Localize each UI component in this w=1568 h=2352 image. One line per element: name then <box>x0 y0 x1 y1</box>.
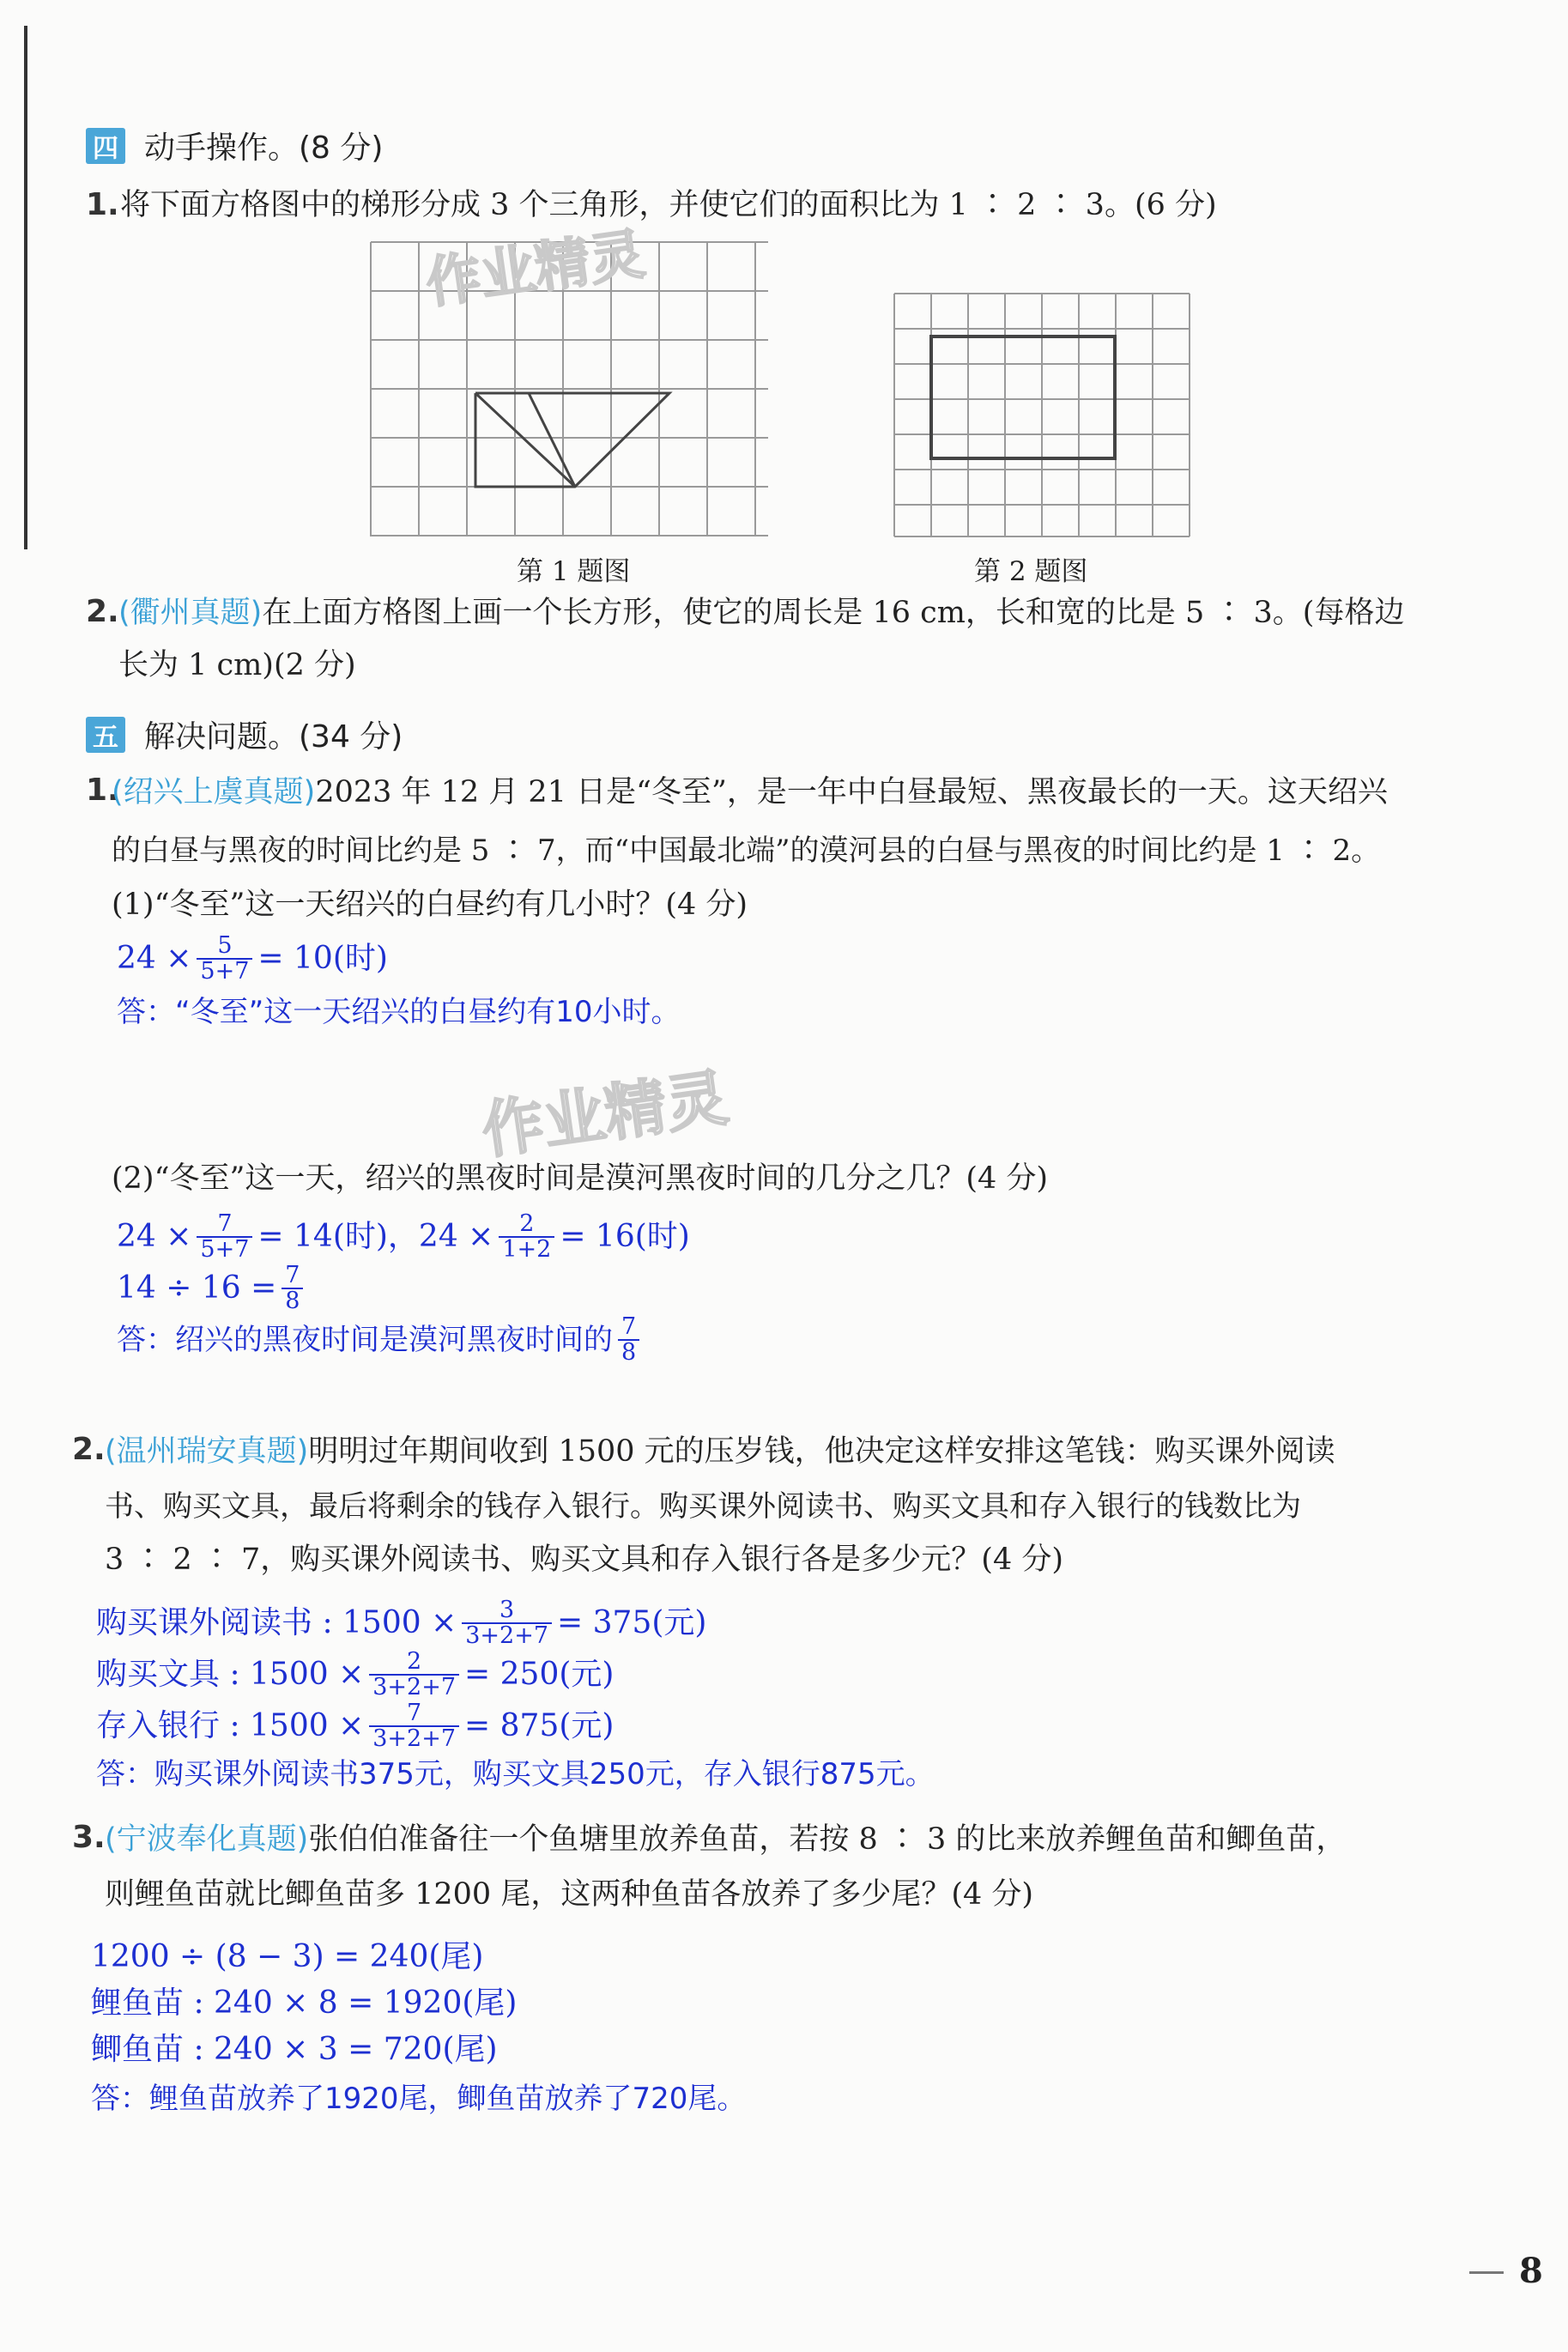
s4-q2-source: (衢州真题) <box>118 596 263 630</box>
s5-q1-sub2-calc2-pre: 14 ÷ 16 = <box>117 1270 277 1306</box>
s5-q2-text-1: 明明过年期间收到 1500 元的压岁钱，他决定这样安排这笔钱：购买课外阅读 <box>308 1434 1335 1469</box>
s5-q1-sub2-fraction-2 <box>499 1212 554 1263</box>
s5-q1-sub2-answer <box>117 1315 645 1366</box>
s5-q2-source: (温州瑞安真题) <box>105 1434 309 1469</box>
watermark-1: 作业精灵 <box>421 222 649 317</box>
s4-q2-text-2: 长为 1 cm)(2 分) <box>118 648 356 682</box>
s4-q2-number: 2. <box>86 594 119 629</box>
s5-q1-sub2-calc-1 <box>117 1212 690 1263</box>
s5-q2-calc2-pre: 购买文具 : 1500 × <box>96 1657 365 1693</box>
section-4-header <box>86 124 383 167</box>
s5-q2-calc-2 <box>96 1650 614 1700</box>
fraction-denominator: 5+7 <box>197 1236 252 1262</box>
section-5-badge: 五 <box>86 717 125 753</box>
s5-q2-line-1 <box>105 1434 1335 1469</box>
s5-q2-fraction-1 <box>462 1598 552 1649</box>
fraction-denominator: 8 <box>282 1288 303 1313</box>
s5-q1-sub2-calc1-post: = 16(时) <box>560 1219 690 1255</box>
s5-q1-text-2: 的白昼与黑夜的时间比约是 5 ∶ 7，而“中国最北端”的漠河县的白昼与黑夜的时间比约是 1 ∶ 2。 <box>112 834 1381 868</box>
s5-q3-calc-1: 1200 ÷ (8 − 3) = 240(尾) <box>91 1939 484 1974</box>
s5-q3-text-2: 则鲤鱼苗就比鲫鱼苗多 1200 尾，这两种鱼苗各放养了多少尾？(4 分) <box>105 1877 1034 1912</box>
page-number-dash <box>1469 2271 1504 2274</box>
watermark-2: 作业精灵 <box>477 1061 733 1167</box>
s5-q2-text-3: 3 ∶ 2 ∶ 7，购买课外阅读书、购买文具和存入银行各是多少元？(4 分) <box>105 1543 1064 1577</box>
s4-q2-text-1: 在上面方格图上画一个长方形，使它的周长是 16 cm，长和宽的比是 5 ∶ 3。(每格边 <box>262 596 1405 630</box>
figure-1-divider-line-2 <box>529 393 575 487</box>
s5-q1-sub2-answer-fraction <box>618 1315 639 1366</box>
s5-q1-sub2: (2)“冬至”这一天，绍兴的黑夜时间是漠河黑夜时间的几分之几？(4 分) <box>112 1161 1049 1196</box>
s5-q1-sub1-fraction <box>197 934 252 985</box>
s5-q3-calc-3: 鲫鱼苗 : 240 × 3 = 720(尾) <box>91 2032 498 2067</box>
fraction-denominator: 5+7 <box>197 958 252 984</box>
s5-q3-text-1: 张伯伯准备往一个鱼塘里放养鱼苗，若按 8 ∶ 3 的比来放养鲤鱼苗和鲫鱼苗， <box>308 1822 1347 1857</box>
fraction-denominator: 8 <box>618 1339 639 1365</box>
s5-q1-line-1 <box>112 775 1388 809</box>
s5-q1-sub2-answer-text: 答：绍兴的黑夜时间是漠河黑夜时间的 <box>117 1323 613 1358</box>
s5-q1-source: (绍兴上虞真题) <box>112 775 316 809</box>
s4-q1-text: 将下面方格图中的梯形分成 3 个三角形，并使它们的面积比为 1 ∶ 2 ∶ 3。(6 分) <box>120 188 1217 222</box>
s5-q2-calc1-pre: 购买课外阅读书 : 1500 × <box>96 1605 457 1641</box>
fraction-numerator: 2 <box>407 1648 422 1675</box>
s5-q2-calc-3 <box>96 1701 614 1752</box>
section-4-title: 动手操作。(8 分) <box>144 130 384 166</box>
fraction-numerator: 7 <box>621 1313 637 1340</box>
s5-q2-calc2-post: = 250(元) <box>464 1657 614 1693</box>
s5-q2-fraction-3 <box>369 1701 459 1752</box>
fraction-numerator: 7 <box>285 1262 300 1288</box>
s5-q2-fraction-2 <box>369 1650 459 1700</box>
s5-q2-number: 2. <box>72 1432 106 1467</box>
s5-q1-sub1-answer: 答：“冬至”这一天绍兴的白昼约有10小时。 <box>117 995 681 1029</box>
s5-q2-calc1-post: = 375(元) <box>557 1605 707 1641</box>
s5-q1-number: 1. <box>86 773 119 808</box>
s5-q1-sub2-fraction-1 <box>197 1212 252 1263</box>
s5-q1-sub2-calc-2 <box>117 1264 308 1314</box>
figure-1-trapezoid <box>475 393 669 487</box>
s4-q2-line-1 <box>118 598 1404 628</box>
figure-1-caption: 第 1 题图 <box>517 556 631 587</box>
s5-q2-calc3-post: = 875(元) <box>464 1708 614 1744</box>
s5-q1-sub2-calc1-mid: = 14(时)，24 × <box>257 1219 494 1255</box>
figure-2-grid-lines <box>894 294 1190 536</box>
s5-q1-sub1-calc-post: = 10(时) <box>257 941 388 977</box>
fraction-denominator: 1+2 <box>499 1236 554 1262</box>
fraction-denominator: 3+2+7 <box>462 1622 552 1648</box>
s5-q3-number: 3. <box>72 1820 106 1855</box>
s5-q3-answer: 答：鲤鱼苗放养了1920尾，鲫鱼苗放养了720尾。 <box>91 2082 747 2116</box>
s5-q2-calc3-pre: 存入银行 : 1500 × <box>96 1708 365 1744</box>
s5-q1-sub1: (1)“冬至”这一天绍兴的白昼约有几小时？(4 分) <box>112 888 748 922</box>
fraction-numerator: 7 <box>217 1210 233 1237</box>
s5-q2-calc-1 <box>96 1598 706 1649</box>
s5-q2-answer: 答：购买课外阅读书375元，购买文具250元，存入银行875元。 <box>96 1757 935 1791</box>
s5-q3-calc-2: 鲤鱼苗 : 240 × 8 = 1920(尾) <box>91 1985 518 2021</box>
fraction-numerator: 2 <box>519 1210 535 1237</box>
s5-q1-sub2-fraction-3 <box>282 1264 303 1314</box>
figure-2-rectangle <box>931 336 1115 458</box>
s4-q1-number: 1. <box>86 187 119 222</box>
section-5-title: 解决问题。(34 分) <box>144 719 403 755</box>
s5-q1-sub2-calc1-pre: 24 × <box>117 1219 192 1255</box>
s5-q1-sub1-calc <box>117 934 388 985</box>
s5-q1-text-1: 2023 年 12 月 21 日是“冬至”，是一年中白昼最短、黑夜最长的一天。这天绍兴 <box>315 775 1388 809</box>
section-5-header <box>86 712 403 756</box>
section-4-badge: 四 <box>86 128 125 164</box>
figure-1-divider-line-1 <box>475 393 575 487</box>
fraction-numerator: 7 <box>407 1700 422 1726</box>
fraction-numerator: 5 <box>217 932 233 959</box>
fraction-denominator: 3+2+7 <box>369 1674 459 1700</box>
s5-q1-sub1-calc-pre: 24 × <box>117 941 192 977</box>
s5-q3-source: (宁波奉化真题) <box>105 1822 309 1857</box>
s5-q2-text-2: 书、购买文具，最后将剩余的钱存入银行。购买课外阅读书、购买文具和存入银行的钱数比为 <box>105 1489 1301 1524</box>
page-number: 8 <box>1519 2251 1543 2291</box>
s5-q3-line-1 <box>105 1822 1347 1857</box>
fraction-denominator: 3+2+7 <box>369 1725 459 1751</box>
figure-2-rectangle-grid <box>893 292 1202 541</box>
figure-2-caption: 第 2 题图 <box>974 556 1088 587</box>
page-left-rule <box>24 26 27 549</box>
fraction-numerator: 3 <box>499 1597 515 1623</box>
